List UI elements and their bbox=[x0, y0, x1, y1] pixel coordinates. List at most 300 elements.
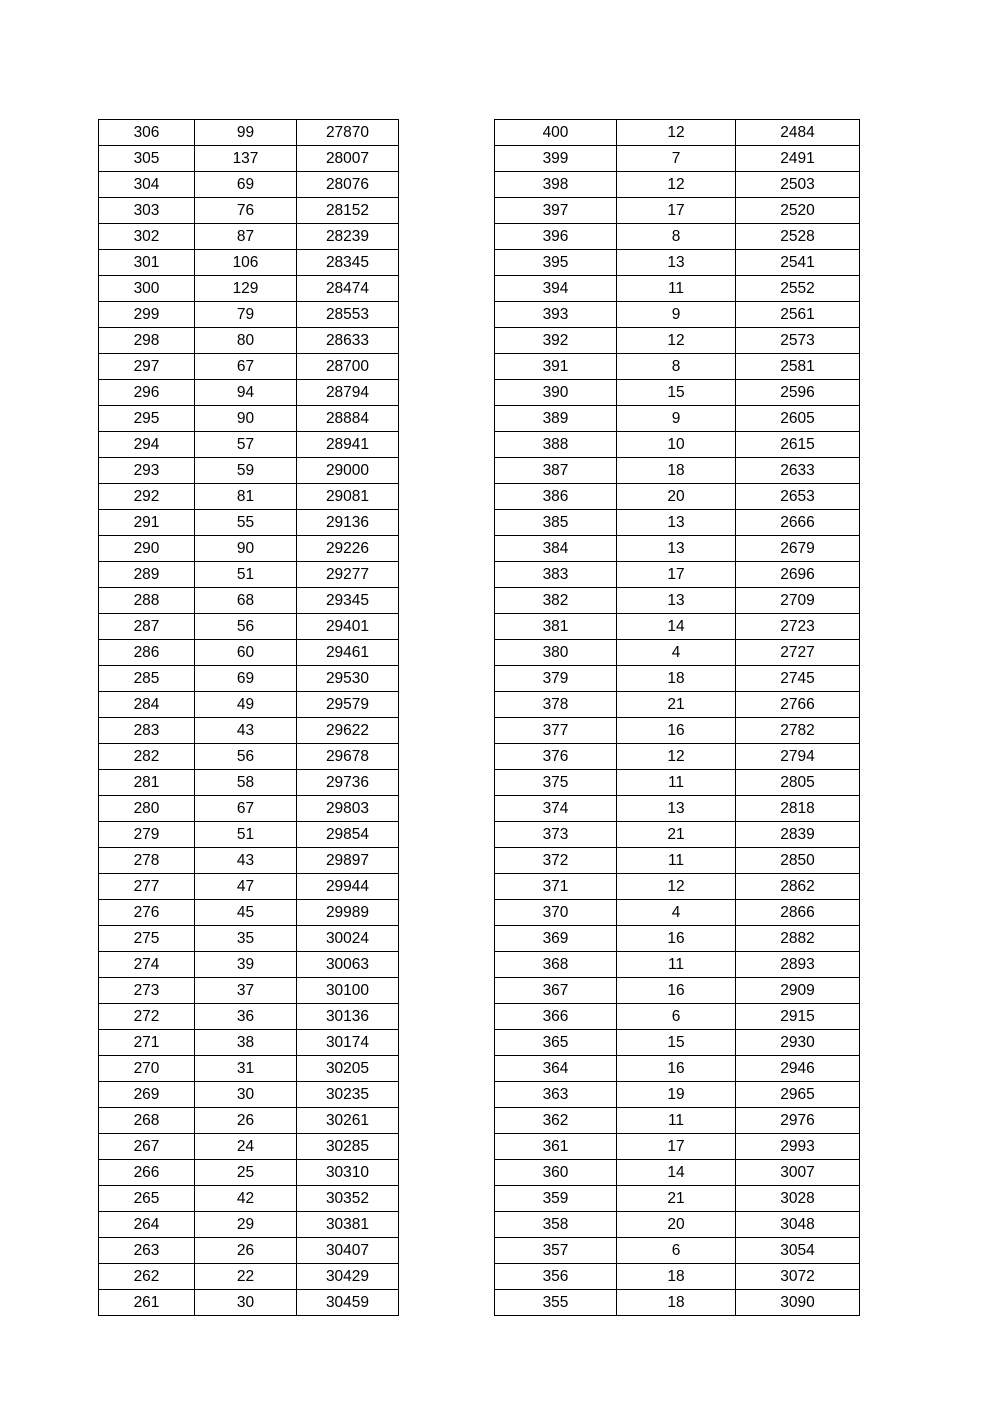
cell-score: 356 bbox=[495, 1264, 617, 1290]
cell-score: 355 bbox=[495, 1290, 617, 1316]
cell-cumulative: 28794 bbox=[297, 380, 399, 406]
table-row bbox=[495, 614, 860, 640]
table-row bbox=[495, 432, 860, 458]
cell-count: 37 bbox=[195, 978, 297, 1004]
cell-cumulative: 2782 bbox=[736, 718, 860, 744]
cell-score: 394 bbox=[495, 276, 617, 302]
table-row bbox=[99, 1186, 399, 1212]
cell-score: 384 bbox=[495, 536, 617, 562]
cell-count: 6 bbox=[617, 1004, 736, 1030]
cell-count: 15 bbox=[617, 1030, 736, 1056]
table-row bbox=[495, 224, 860, 250]
cell-score: 303 bbox=[99, 198, 195, 224]
table-row bbox=[99, 744, 399, 770]
cell-score: 376 bbox=[495, 744, 617, 770]
table-row bbox=[495, 1134, 860, 1160]
cell-count: 16 bbox=[617, 718, 736, 744]
cell-count: 67 bbox=[195, 354, 297, 380]
cell-score: 261 bbox=[99, 1290, 195, 1316]
cell-cumulative: 28345 bbox=[297, 250, 399, 276]
cell-cumulative: 29854 bbox=[297, 822, 399, 848]
cell-count: 58 bbox=[195, 770, 297, 796]
table-row bbox=[99, 978, 399, 1004]
cell-cumulative: 29897 bbox=[297, 848, 399, 874]
cell-cumulative: 29622 bbox=[297, 718, 399, 744]
table-row bbox=[99, 952, 399, 978]
cell-count: 69 bbox=[195, 666, 297, 692]
cell-count: 14 bbox=[617, 614, 736, 640]
cell-cumulative: 2541 bbox=[736, 250, 860, 276]
cell-cumulative: 3054 bbox=[736, 1238, 860, 1264]
cell-count: 12 bbox=[617, 328, 736, 354]
table-row bbox=[99, 1290, 399, 1316]
cell-score: 281 bbox=[99, 770, 195, 796]
cell-cumulative: 2666 bbox=[736, 510, 860, 536]
cell-cumulative: 2727 bbox=[736, 640, 860, 666]
table-row bbox=[495, 1238, 860, 1264]
cell-count: 56 bbox=[195, 744, 297, 770]
cell-score: 382 bbox=[495, 588, 617, 614]
table-row bbox=[495, 562, 860, 588]
table-row bbox=[99, 770, 399, 796]
table-row bbox=[495, 926, 860, 952]
cell-count: 38 bbox=[195, 1030, 297, 1056]
table-row bbox=[99, 484, 399, 510]
cell-cumulative: 2605 bbox=[736, 406, 860, 432]
cell-count: 11 bbox=[617, 952, 736, 978]
cell-score: 400 bbox=[495, 120, 617, 146]
table-row bbox=[99, 276, 399, 302]
cell-cumulative: 3072 bbox=[736, 1264, 860, 1290]
table-row bbox=[99, 510, 399, 536]
cell-cumulative: 30352 bbox=[297, 1186, 399, 1212]
cell-cumulative: 2528 bbox=[736, 224, 860, 250]
cell-count: 12 bbox=[617, 874, 736, 900]
cell-score: 267 bbox=[99, 1134, 195, 1160]
cell-count: 16 bbox=[617, 978, 736, 1004]
cell-count: 19 bbox=[617, 1082, 736, 1108]
table-row bbox=[495, 666, 860, 692]
cell-count: 106 bbox=[195, 250, 297, 276]
cell-score: 385 bbox=[495, 510, 617, 536]
cell-score: 371 bbox=[495, 874, 617, 900]
table-row bbox=[99, 874, 399, 900]
cell-cumulative: 29081 bbox=[297, 484, 399, 510]
cell-cumulative: 2965 bbox=[736, 1082, 860, 1108]
cell-score: 276 bbox=[99, 900, 195, 926]
cell-count: 55 bbox=[195, 510, 297, 536]
cell-count: 13 bbox=[617, 796, 736, 822]
cell-score: 293 bbox=[99, 458, 195, 484]
cell-count: 80 bbox=[195, 328, 297, 354]
cell-cumulative: 2633 bbox=[736, 458, 860, 484]
cell-count: 13 bbox=[617, 588, 736, 614]
cell-count: 11 bbox=[617, 1108, 736, 1134]
cell-score: 290 bbox=[99, 536, 195, 562]
cell-count: 18 bbox=[617, 1290, 736, 1316]
table-row bbox=[495, 302, 860, 328]
cell-count: 21 bbox=[617, 1186, 736, 1212]
table-row bbox=[495, 328, 860, 354]
cell-count: 90 bbox=[195, 536, 297, 562]
cell-count: 9 bbox=[617, 302, 736, 328]
cell-cumulative: 28007 bbox=[297, 146, 399, 172]
cell-score: 295 bbox=[99, 406, 195, 432]
cell-score: 379 bbox=[495, 666, 617, 692]
cell-cumulative: 3090 bbox=[736, 1290, 860, 1316]
table-row bbox=[99, 1238, 399, 1264]
cell-cumulative: 28884 bbox=[297, 406, 399, 432]
cell-score: 286 bbox=[99, 640, 195, 666]
table-row bbox=[495, 640, 860, 666]
cell-cumulative: 2745 bbox=[736, 666, 860, 692]
cell-cumulative: 2805 bbox=[736, 770, 860, 796]
cell-cumulative: 2976 bbox=[736, 1108, 860, 1134]
table-row bbox=[99, 1004, 399, 1030]
cell-score: 396 bbox=[495, 224, 617, 250]
cell-score: 277 bbox=[99, 874, 195, 900]
cell-count: 18 bbox=[617, 666, 736, 692]
cell-cumulative: 30235 bbox=[297, 1082, 399, 1108]
cell-score: 287 bbox=[99, 614, 195, 640]
cell-cumulative: 28553 bbox=[297, 302, 399, 328]
cell-count: 137 bbox=[195, 146, 297, 172]
cell-cumulative: 2696 bbox=[736, 562, 860, 588]
cell-cumulative: 30063 bbox=[297, 952, 399, 978]
cell-count: 21 bbox=[617, 692, 736, 718]
cell-count: 17 bbox=[617, 562, 736, 588]
cell-cumulative: 29803 bbox=[297, 796, 399, 822]
cell-score: 390 bbox=[495, 380, 617, 406]
cell-cumulative: 27870 bbox=[297, 120, 399, 146]
cell-cumulative: 28700 bbox=[297, 354, 399, 380]
cell-score: 364 bbox=[495, 1056, 617, 1082]
cell-count: 20 bbox=[617, 484, 736, 510]
table-body bbox=[495, 120, 860, 1316]
cell-cumulative: 28152 bbox=[297, 198, 399, 224]
table-row bbox=[99, 562, 399, 588]
table-row bbox=[99, 614, 399, 640]
table-row bbox=[495, 744, 860, 770]
cell-cumulative: 29136 bbox=[297, 510, 399, 536]
cell-score: 377 bbox=[495, 718, 617, 744]
cell-count: 36 bbox=[195, 1004, 297, 1030]
table-row bbox=[495, 1290, 860, 1316]
score-distribution-table-right bbox=[494, 119, 860, 1316]
cell-count: 129 bbox=[195, 276, 297, 302]
cell-score: 296 bbox=[99, 380, 195, 406]
table-row bbox=[495, 1186, 860, 1212]
cell-score: 268 bbox=[99, 1108, 195, 1134]
cell-count: 22 bbox=[195, 1264, 297, 1290]
cell-count: 26 bbox=[195, 1108, 297, 1134]
cell-cumulative: 2581 bbox=[736, 354, 860, 380]
cell-score: 305 bbox=[99, 146, 195, 172]
cell-cumulative: 30459 bbox=[297, 1290, 399, 1316]
cell-cumulative: 2946 bbox=[736, 1056, 860, 1082]
cell-score: 392 bbox=[495, 328, 617, 354]
cell-count: 16 bbox=[617, 926, 736, 952]
cell-score: 291 bbox=[99, 510, 195, 536]
table-row bbox=[495, 1212, 860, 1238]
cell-count: 11 bbox=[617, 276, 736, 302]
cell-cumulative: 2561 bbox=[736, 302, 860, 328]
table-row bbox=[495, 276, 860, 302]
cell-count: 81 bbox=[195, 484, 297, 510]
cell-score: 367 bbox=[495, 978, 617, 1004]
table-row bbox=[99, 120, 399, 146]
cell-cumulative: 2794 bbox=[736, 744, 860, 770]
table-row bbox=[495, 250, 860, 276]
table-row bbox=[99, 1030, 399, 1056]
cell-count: 15 bbox=[617, 380, 736, 406]
cell-count: 8 bbox=[617, 354, 736, 380]
cell-count: 43 bbox=[195, 848, 297, 874]
table-row bbox=[99, 250, 399, 276]
table-row bbox=[99, 1160, 399, 1186]
cell-count: 21 bbox=[617, 822, 736, 848]
cell-cumulative: 2866 bbox=[736, 900, 860, 926]
cell-score: 284 bbox=[99, 692, 195, 718]
table-row bbox=[99, 1264, 399, 1290]
cell-cumulative: 30261 bbox=[297, 1108, 399, 1134]
table-row bbox=[99, 640, 399, 666]
cell-score: 304 bbox=[99, 172, 195, 198]
cell-score: 387 bbox=[495, 458, 617, 484]
cell-score: 365 bbox=[495, 1030, 617, 1056]
table-row bbox=[495, 406, 860, 432]
cell-cumulative: 30429 bbox=[297, 1264, 399, 1290]
cell-score: 389 bbox=[495, 406, 617, 432]
cell-score: 265 bbox=[99, 1186, 195, 1212]
cell-cumulative: 29989 bbox=[297, 900, 399, 926]
cell-cumulative: 2893 bbox=[736, 952, 860, 978]
table-row bbox=[99, 198, 399, 224]
cell-count: 12 bbox=[617, 172, 736, 198]
cell-cumulative: 2552 bbox=[736, 276, 860, 302]
table-row bbox=[99, 588, 399, 614]
cell-count: 26 bbox=[195, 1238, 297, 1264]
cell-cumulative: 2573 bbox=[736, 328, 860, 354]
cell-count: 69 bbox=[195, 172, 297, 198]
cell-score: 306 bbox=[99, 120, 195, 146]
cell-count: 10 bbox=[617, 432, 736, 458]
cell-score: 399 bbox=[495, 146, 617, 172]
cell-score: 391 bbox=[495, 354, 617, 380]
table-row bbox=[495, 796, 860, 822]
cell-cumulative: 3028 bbox=[736, 1186, 860, 1212]
cell-cumulative: 29277 bbox=[297, 562, 399, 588]
cell-cumulative: 30024 bbox=[297, 926, 399, 952]
cell-cumulative: 2915 bbox=[736, 1004, 860, 1030]
cell-score: 271 bbox=[99, 1030, 195, 1056]
cell-count: 43 bbox=[195, 718, 297, 744]
cell-score: 374 bbox=[495, 796, 617, 822]
cell-score: 361 bbox=[495, 1134, 617, 1160]
cell-cumulative: 2503 bbox=[736, 172, 860, 198]
cell-cumulative: 30136 bbox=[297, 1004, 399, 1030]
cell-count: 6 bbox=[617, 1238, 736, 1264]
cell-cumulative: 2882 bbox=[736, 926, 860, 952]
table-row bbox=[495, 588, 860, 614]
cell-count: 90 bbox=[195, 406, 297, 432]
table-row bbox=[99, 926, 399, 952]
cell-cumulative: 2930 bbox=[736, 1030, 860, 1056]
cell-count: 18 bbox=[617, 458, 736, 484]
cell-cumulative: 2839 bbox=[736, 822, 860, 848]
cell-cumulative: 30285 bbox=[297, 1134, 399, 1160]
cell-cumulative: 2653 bbox=[736, 484, 860, 510]
table-row bbox=[99, 536, 399, 562]
cell-cumulative: 2723 bbox=[736, 614, 860, 640]
cell-cumulative: 28474 bbox=[297, 276, 399, 302]
cell-count: 56 bbox=[195, 614, 297, 640]
table-row bbox=[495, 848, 860, 874]
cell-count: 17 bbox=[617, 198, 736, 224]
table-row bbox=[495, 822, 860, 848]
table-row bbox=[99, 692, 399, 718]
cell-count: 76 bbox=[195, 198, 297, 224]
cell-score: 362 bbox=[495, 1108, 617, 1134]
cell-score: 369 bbox=[495, 926, 617, 952]
cell-cumulative: 29401 bbox=[297, 614, 399, 640]
table-row bbox=[495, 458, 860, 484]
table-row bbox=[495, 172, 860, 198]
table-row bbox=[495, 120, 860, 146]
cell-cumulative: 2766 bbox=[736, 692, 860, 718]
cell-cumulative: 2862 bbox=[736, 874, 860, 900]
table-row bbox=[495, 380, 860, 406]
cell-count: 16 bbox=[617, 1056, 736, 1082]
table-row bbox=[99, 172, 399, 198]
table-row bbox=[495, 1030, 860, 1056]
table-row bbox=[99, 796, 399, 822]
table-row bbox=[99, 458, 399, 484]
cell-count: 12 bbox=[617, 120, 736, 146]
cell-count: 13 bbox=[617, 250, 736, 276]
cell-count: 11 bbox=[617, 770, 736, 796]
cell-score: 283 bbox=[99, 718, 195, 744]
cell-count: 13 bbox=[617, 510, 736, 536]
table-row bbox=[99, 1212, 399, 1238]
table-row bbox=[495, 900, 860, 926]
table-row bbox=[99, 328, 399, 354]
cell-count: 59 bbox=[195, 458, 297, 484]
cell-count: 45 bbox=[195, 900, 297, 926]
table-row bbox=[99, 848, 399, 874]
cell-cumulative: 30100 bbox=[297, 978, 399, 1004]
cell-count: 31 bbox=[195, 1056, 297, 1082]
cell-score: 363 bbox=[495, 1082, 617, 1108]
cell-count: 7 bbox=[617, 146, 736, 172]
cell-score: 386 bbox=[495, 484, 617, 510]
cell-count: 4 bbox=[617, 640, 736, 666]
table-row bbox=[495, 510, 860, 536]
cell-count: 49 bbox=[195, 692, 297, 718]
table-row bbox=[99, 406, 399, 432]
cell-score: 359 bbox=[495, 1186, 617, 1212]
cell-score: 266 bbox=[99, 1160, 195, 1186]
cell-score: 393 bbox=[495, 302, 617, 328]
table-row bbox=[99, 146, 399, 172]
cell-score: 279 bbox=[99, 822, 195, 848]
cell-count: 67 bbox=[195, 796, 297, 822]
cell-score: 366 bbox=[495, 1004, 617, 1030]
cell-count: 60 bbox=[195, 640, 297, 666]
cell-score: 358 bbox=[495, 1212, 617, 1238]
cell-score: 292 bbox=[99, 484, 195, 510]
table-row bbox=[99, 822, 399, 848]
cell-score: 294 bbox=[99, 432, 195, 458]
table-row bbox=[495, 1004, 860, 1030]
cell-score: 270 bbox=[99, 1056, 195, 1082]
cell-count: 39 bbox=[195, 952, 297, 978]
cell-score: 397 bbox=[495, 198, 617, 224]
cell-cumulative: 3048 bbox=[736, 1212, 860, 1238]
cell-cumulative: 2679 bbox=[736, 536, 860, 562]
cell-count: 68 bbox=[195, 588, 297, 614]
cell-cumulative: 29678 bbox=[297, 744, 399, 770]
cell-score: 300 bbox=[99, 276, 195, 302]
cell-count: 13 bbox=[617, 536, 736, 562]
cell-count: 29 bbox=[195, 1212, 297, 1238]
cell-count: 87 bbox=[195, 224, 297, 250]
cell-cumulative: 2596 bbox=[736, 380, 860, 406]
cell-score: 269 bbox=[99, 1082, 195, 1108]
cell-score: 298 bbox=[99, 328, 195, 354]
cell-score: 274 bbox=[99, 952, 195, 978]
cell-score: 360 bbox=[495, 1160, 617, 1186]
table-row bbox=[495, 1264, 860, 1290]
cell-cumulative: 2818 bbox=[736, 796, 860, 822]
cell-score: 370 bbox=[495, 900, 617, 926]
table-row bbox=[99, 380, 399, 406]
table-row bbox=[495, 978, 860, 1004]
table-row bbox=[99, 900, 399, 926]
cell-score: 275 bbox=[99, 926, 195, 952]
cell-score: 301 bbox=[99, 250, 195, 276]
cell-score: 372 bbox=[495, 848, 617, 874]
table-row bbox=[99, 432, 399, 458]
table-row bbox=[99, 718, 399, 744]
cell-count: 51 bbox=[195, 562, 297, 588]
table-row bbox=[495, 692, 860, 718]
cell-cumulative: 29461 bbox=[297, 640, 399, 666]
cell-cumulative: 2850 bbox=[736, 848, 860, 874]
cell-score: 398 bbox=[495, 172, 617, 198]
cell-cumulative: 30407 bbox=[297, 1238, 399, 1264]
cell-count: 8 bbox=[617, 224, 736, 250]
cell-score: 388 bbox=[495, 432, 617, 458]
table-row bbox=[99, 1108, 399, 1134]
cell-score: 263 bbox=[99, 1238, 195, 1264]
cell-cumulative: 28633 bbox=[297, 328, 399, 354]
table-row bbox=[99, 1134, 399, 1160]
cell-cumulative: 28941 bbox=[297, 432, 399, 458]
cell-count: 17 bbox=[617, 1134, 736, 1160]
cell-cumulative: 2520 bbox=[736, 198, 860, 224]
cell-count: 18 bbox=[617, 1264, 736, 1290]
cell-count: 14 bbox=[617, 1160, 736, 1186]
cell-score: 272 bbox=[99, 1004, 195, 1030]
cell-score: 280 bbox=[99, 796, 195, 822]
cell-count: 79 bbox=[195, 302, 297, 328]
cell-score: 395 bbox=[495, 250, 617, 276]
cell-cumulative: 29944 bbox=[297, 874, 399, 900]
cell-cumulative: 2709 bbox=[736, 588, 860, 614]
cell-cumulative: 2484 bbox=[736, 120, 860, 146]
table-row bbox=[99, 224, 399, 250]
